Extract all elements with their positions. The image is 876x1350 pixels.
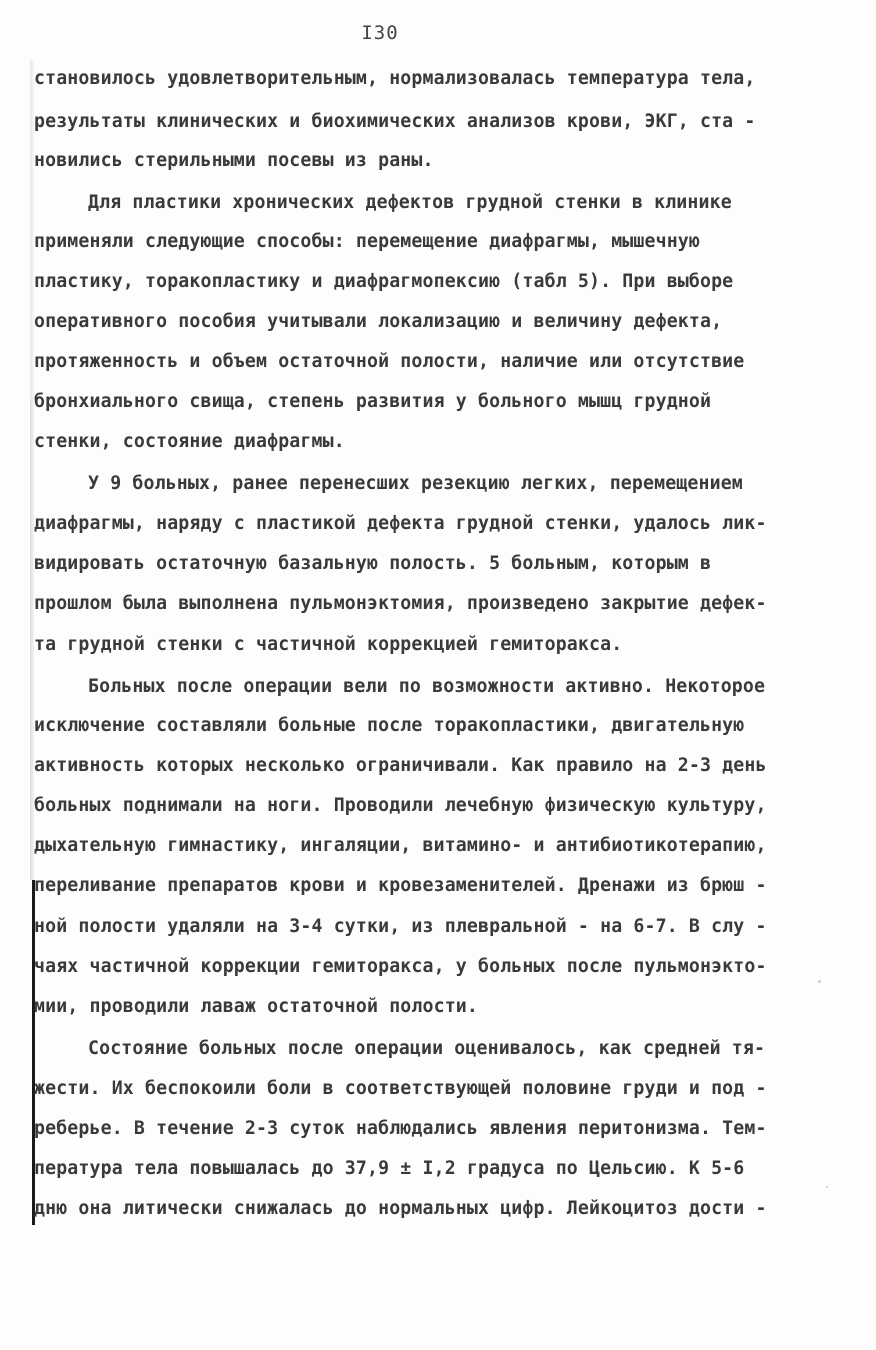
text-line: оперативного пособия учитывали локализацию и величину дефекта, <box>34 311 723 332</box>
text-line: бронхиального свища, степень развития у больного мышц грудной <box>34 391 712 412</box>
text-line: применяли следующие способы: перемещение диафрагмы, мышечную <box>34 231 700 252</box>
text-line: протяженность и объем остаточной полости, наличие или отсутствие <box>34 351 745 372</box>
text-line: прошлом была выполнена пульмонэктомия, произведено закрытие дефек- <box>34 593 767 614</box>
text-line: активность которых несколько ограничивали. Как правило на 2-3 день <box>34 755 767 776</box>
scan-speck <box>826 1186 828 1188</box>
text-line: пература тела повышалась до 37,9 ± I,2 градуса по Цельсию. К 5-6 <box>34 1158 745 1179</box>
paragraph-first-line: Больных после операции вели по возможности активно. Некоторое <box>88 676 766 697</box>
scan-speck <box>818 980 821 983</box>
text-line: видировать остаточную базальную полость. 5 больным, которым в <box>34 553 712 574</box>
text-line: диафрагмы, наряду с пластикой дефекта грудной стенки, удалось лик- <box>34 513 767 534</box>
paragraph-first-line: У 9 больных, ранее перенесших резекцию легких, перемещением <box>88 473 743 494</box>
text-line: переливание препаратов крови и кровезаменителей. Дренажи из брюш - <box>34 875 767 896</box>
text-line: ной полости удаляли на 3-4 сутки, из плевральной - на 6-7. В слу - <box>34 916 767 937</box>
text-line: чаях частичной коррекции гемиторакса, у больных после пульмонэкто- <box>34 956 767 977</box>
paragraph-first-line: Состояние больных после операции оценивалось, как средней тя- <box>88 1038 766 1059</box>
text-line: стенки, состояние диафрагмы. <box>34 431 345 452</box>
text-line: результаты клинических и биохимических анализов крови, ЭКГ, ста - <box>34 111 756 132</box>
text-line: пластику, торакопластику и диафрагмопексию (табл 5). При выборе <box>34 271 734 292</box>
text-line: исключение составляли больные после торакопластики, двигательную <box>34 715 745 736</box>
text-line: реберье. В течение 2-3 суток наблюдались явления перитонизма. Тем- <box>34 1118 767 1139</box>
text-line: дню она литически снижалась до нормальных цифр. Лейкоцитоз дости - <box>34 1198 767 1219</box>
text-line: дыхательную гимнастику, ингаляции, витамино- и антибиотикотерапию, <box>34 835 767 856</box>
page-number: I30 <box>361 22 399 44</box>
text-line: больных поднимали на ноги. Проводили лечебную физическую культуру, <box>34 795 767 816</box>
text-line: жести. Их беспокоили боли в соответствующей половине груди и под - <box>34 1078 767 1099</box>
text-line: становилось удовлетворительным, нормализовалась температура тела, <box>34 68 756 89</box>
text-line: та грудной стенки с частичной коррекцией гемиторакса. <box>34 634 623 655</box>
text-line: мии, проводили лаваж остаточной полости. <box>34 996 478 1017</box>
paragraph-first-line: Для пластики хронических дефектов грудной стенки в клинике <box>88 192 732 213</box>
text-line: новились стерильными посевы из раны. <box>34 150 434 171</box>
